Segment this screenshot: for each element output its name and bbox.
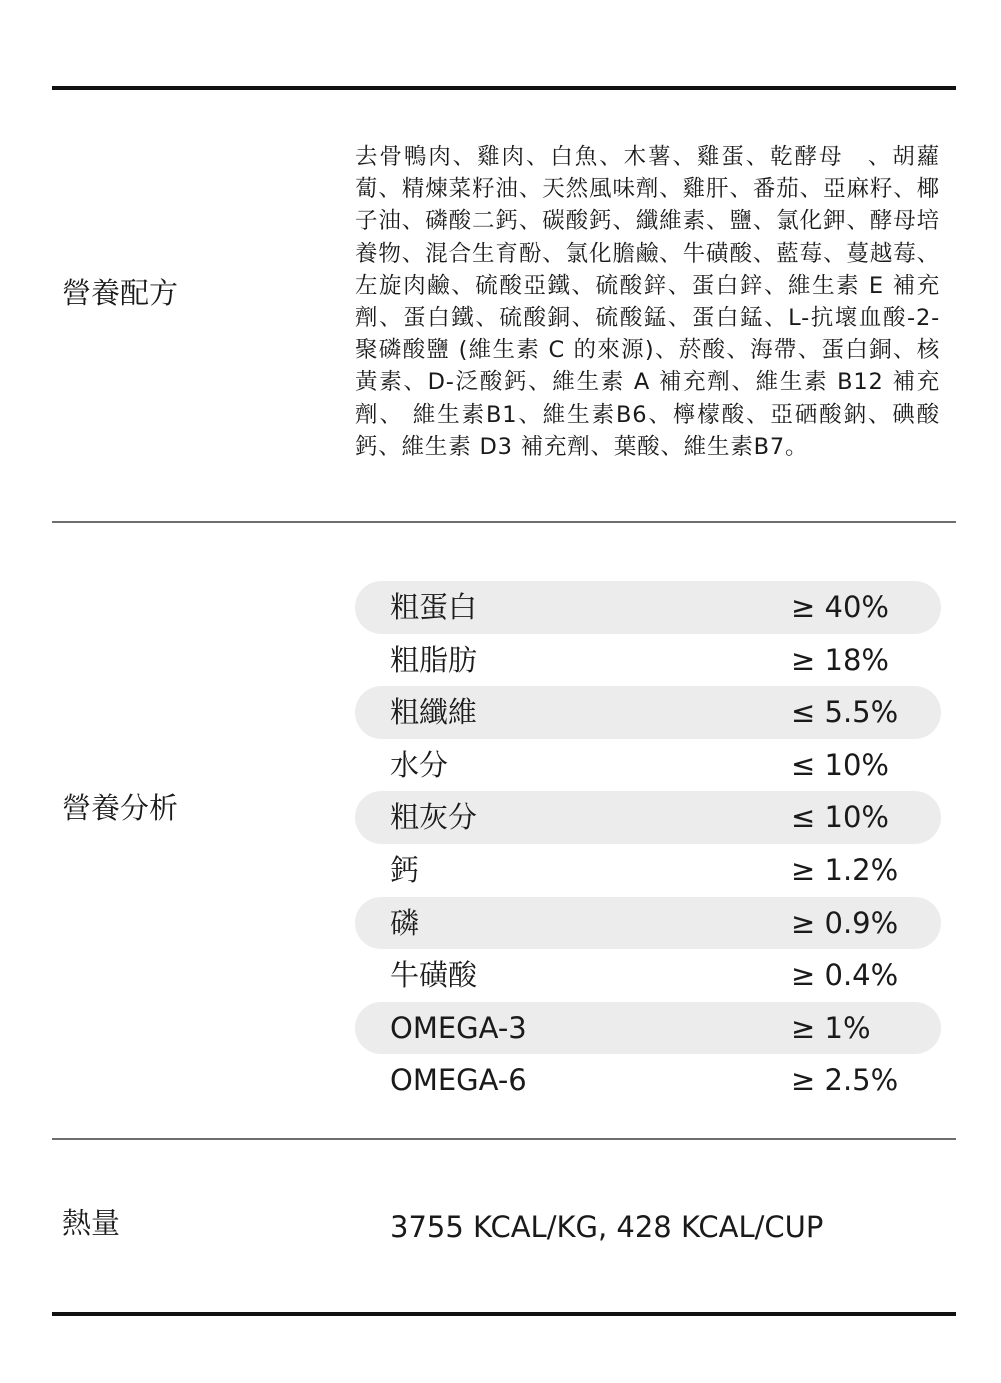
analysis-table <box>355 581 941 1107</box>
analysis-row <box>355 634 941 687</box>
analysis-row <box>355 1054 941 1107</box>
nutrient-name: OMEGA-6 <box>390 1063 527 1098</box>
ingredients-text: 去骨鴨肉、雞肉、白魚、木薯、雞蛋、乾酵母 、胡蘿蔔、精煉菜籽油、天然風味劑、雞肝、番茄、亞麻籽、椰子油、磷酸二鈣、碳酸鈣、纖維素、鹽、氯化鉀、酵母培養物、混合生育酚、氯化膽鹼、牛磺酸、藍莓、蔓越莓、左旋肉鹼、硫酸亞鐵、硫酸鋅、蛋白鋅、維生素 E 補充劑、蛋白鐵、硫酸銅、硫酸錳、蛋白錳、L-抗壞血酸-2-聚磷酸鹽 (維生素 C 的來源)、菸酸、海帶、蛋白銅、核黃素、D-泛酸鈣、維生素 A 補充劑、維生素 B12 補充劑、 維生素B1、維生素B6、檸檬酸、亞硒酸鈉、碘酸鈣、維生素 D3 補充劑、葉酸、維生素B7。 <box>355 144 940 460</box>
nutrient-value: ≤ 10% <box>791 800 889 835</box>
bottom-divider <box>52 1312 956 1316</box>
top-divider <box>52 86 956 90</box>
nutrient-value: ≥ 2.5% <box>791 1063 899 1098</box>
nutrient-name: 粗灰分 <box>390 800 478 835</box>
analysis-label: 營養分析 <box>62 791 179 825</box>
nutrient-name: OMEGA-3 <box>390 1010 527 1045</box>
composition-divider <box>52 521 956 523</box>
nutrient-value: ≥ 0.4% <box>791 958 899 993</box>
nutrient-name: 粗纖維 <box>390 695 478 730</box>
analysis-row <box>355 739 941 792</box>
nutrient-name: 粗脂肪 <box>390 642 478 677</box>
analysis-row <box>355 686 941 739</box>
energy-value: 3755 KCAL/KG, 428 KCAL/CUP <box>390 1210 824 1244</box>
energy-label: 熱量 <box>62 1206 121 1240</box>
nutrient-value: ≥ 40% <box>791 590 889 624</box>
analysis-row <box>355 791 941 844</box>
nutrient-value: ≥ 0.9% <box>791 905 899 940</box>
analysis-row <box>355 949 941 1002</box>
nutrient-name: 磷 <box>390 905 420 940</box>
analysis-divider <box>52 1138 956 1140</box>
composition-label: 營養配方 <box>62 276 179 310</box>
nutrient-value: ≥ 1.2% <box>791 852 899 887</box>
nutrient-name: 牛磺酸 <box>390 958 478 993</box>
nutrient-name: 水分 <box>390 747 449 782</box>
analysis-row <box>355 897 941 950</box>
analysis-row <box>355 581 941 634</box>
analysis-row <box>355 1002 941 1055</box>
nutrient-value: ≥ 1% <box>791 1010 871 1045</box>
nutrient-value: ≥ 18% <box>791 642 889 677</box>
nutrient-value: ≤ 5.5% <box>791 695 899 730</box>
nutrient-name: 鈣 <box>390 852 420 887</box>
analysis-row <box>355 844 941 897</box>
nutrient-name: 粗蛋白 <box>390 590 478 624</box>
nutrient-value: ≤ 10% <box>791 747 889 782</box>
